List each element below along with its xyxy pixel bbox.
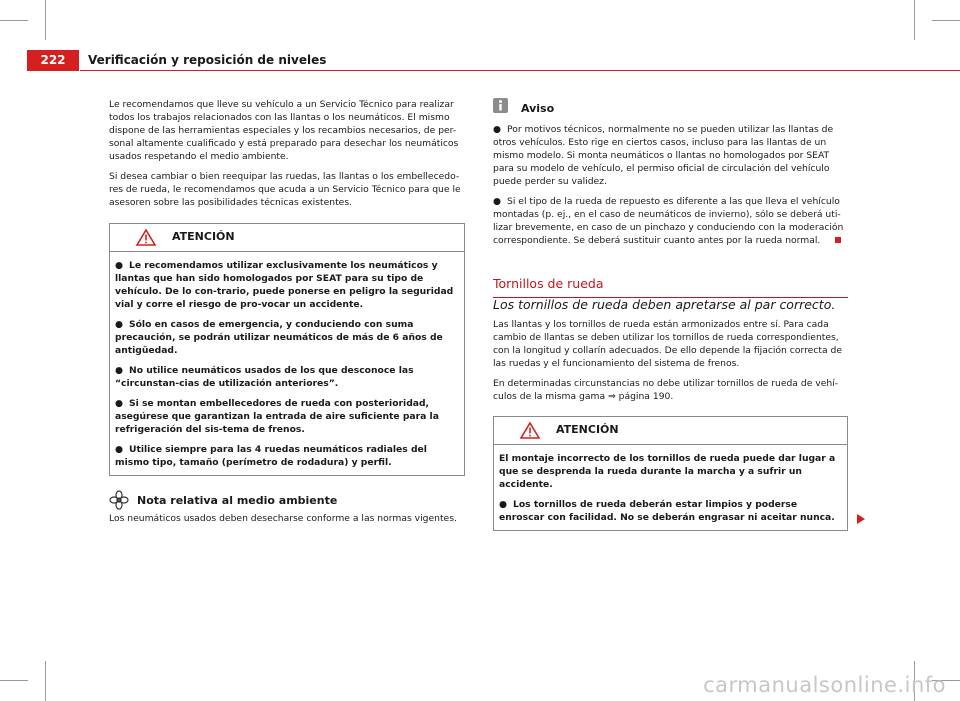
end-marker: [835, 237, 841, 243]
bullet: ●: [499, 499, 508, 510]
bullet: ●: [115, 319, 124, 330]
list-item: [493, 195, 848, 247]
flower-icon: [109, 490, 129, 510]
warning-icon: [520, 422, 540, 439]
warning-header: [494, 417, 847, 445]
bullet: ●: [493, 196, 502, 207]
list-item-text: Le recomendamos utilizar exclusivamente los neumáticos y llantas que han sido homologados por SEAT para su tipo de vehículo. De lo con-trario, puede ponerse en peligro la seguridad vial y corre el riesgo de pro-vocar un accidente.: [115, 260, 454, 310]
warning-icon: [136, 229, 156, 246]
crop-mark: [0, 680, 28, 681]
list-item: [115, 259, 460, 311]
aviso-header: [493, 98, 848, 118]
warning-body: [494, 445, 847, 530]
list-item-text: Si el tipo de la rueda de repuesto es diferente a las que lleva el vehículo montadas (p. ej., en el caso de neumáticos de invierno), sólo se deberá uti-lizar brevemente, en caso de un pinchazo y conduciendo con la moderación correspondiente. Se deberá sustituir cuanto antes por la rueda normal.: [493, 196, 844, 246]
crop-mark: [0, 20, 28, 21]
environment-note-title: Nota relativa al medio ambiente: [137, 494, 338, 507]
info-icon: [493, 98, 508, 113]
section-heading: [493, 277, 848, 298]
list-item: [115, 364, 460, 390]
list-item: [493, 123, 848, 188]
aviso-title: Aviso: [521, 102, 555, 115]
page-number: 222: [27, 50, 79, 71]
list-item: [115, 397, 460, 436]
crop-mark: [914, 0, 915, 40]
crop-mark: [45, 0, 46, 40]
right-column: [493, 98, 848, 531]
warning-header: [110, 224, 464, 252]
section-subtitle: Los tornillos de rueda deben apretarse al par correcto.: [493, 297, 836, 312]
bullet: ●: [115, 365, 124, 376]
page-title: Verificación y reposición de niveles: [88, 53, 327, 67]
list-item-text: Si se montan embellecedores de rueda con posterioridad, asegúrese que garantizan la entrada de aire suficiente para la refrigeración del sis-tema de frenos.: [115, 398, 439, 435]
list-item-text: Por motivos técnicos, normalmente no se pueden utilizar las llantas de otros vehículos. Esto rige en ciertos casos, incluso para las llantas de un mismo modelo. Si monta neumáticos o llantas no homologados por SEAT para su modelo de vehículo, el permiso oficial de circulación del vehículo puede perder su validez.: [493, 124, 834, 187]
paragraph: Las llantas y los tornillos de rueda están armonizados entre sí. Para cada cambio de llantas se deben utilizar los tornillos de rueda correspondientes, con la longitud y collarín adecuados. De ello depende la fijación correcta de las ruedas y el funcionamiento del sistema de frenos.: [493, 319, 843, 369]
bullet: ●: [115, 398, 124, 409]
paragraph: Le recomendamos que lleve su vehículo a un Servicio Técnico para realizar todos los trabajos relacionados con las llantas o los neumáticos. El mismo dispone de las herramientas especiales y los recambios necesarios, de per-sonal altamente cualificado y está preparado para desechar los neumáticos usados respetando el medio ambiente.: [109, 99, 459, 162]
warning-title: ATENCIÓN: [172, 230, 235, 243]
crop-mark: [45, 661, 46, 701]
warning-box: [109, 223, 465, 476]
list-item: [499, 498, 843, 524]
paragraph: Si desea cambiar o bien reequipar las ruedas, las llantas o los embellecedo-res de rueda, le recomendamos que acuda a un Servicio Técnico para que le asesoren sobre las posibilidades técnicas existentes.: [109, 171, 461, 208]
list-item-text: Utilice siempre para las 4 ruedas neumáticos radiales del mismo tipo, tamaño (perímetro de rodadura) y perfil.: [115, 444, 427, 468]
warning-box: [493, 416, 848, 531]
watermark: carmanualsonline.info: [703, 673, 946, 697]
list-item-text: Sólo en casos de emergencia, y conduciendo con suma precaución, se podrán utilizar neumáticos de más de 6 años de antigüedad.: [115, 319, 443, 356]
warning-body: [110, 252, 464, 475]
paragraph: En determinadas circunstancias no debe utilizar tornillos de rueda de vehí-culos de la misma gama ⇒ página 190.: [493, 378, 839, 402]
list-item-text: Los tornillos de rueda deberán estar limpios y poderse enroscar con facilidad. No se deberán engrasar ni aceitar nunca.: [499, 499, 835, 523]
bullet: ●: [493, 124, 502, 135]
environment-note-header: [109, 490, 465, 510]
section-title: Tornillos de rueda: [493, 276, 604, 291]
warning-title: ATENCIÓN: [556, 423, 619, 436]
bullet: ●: [115, 444, 124, 455]
left-column: [109, 98, 465, 532]
crop-mark: [932, 20, 960, 21]
header-rule: [80, 70, 960, 71]
list-item: [115, 318, 460, 357]
environment-note-text: Los neumáticos usados deben desecharse conforme a las normas vigentes.: [109, 513, 457, 524]
bullet: ●: [115, 260, 124, 271]
continue-arrow-icon: [857, 514, 865, 524]
list-item-text: No utilice neumáticos usados de los que desconoce las “circunstan-cias de utilización anteriores”.: [115, 365, 414, 389]
warning-intro: El montaje incorrecto de los tornillos de rueda puede dar lugar a que se desprenda la rueda durante la marcha y a sufrir un accidente.: [499, 453, 836, 490]
list-item: [115, 443, 460, 469]
